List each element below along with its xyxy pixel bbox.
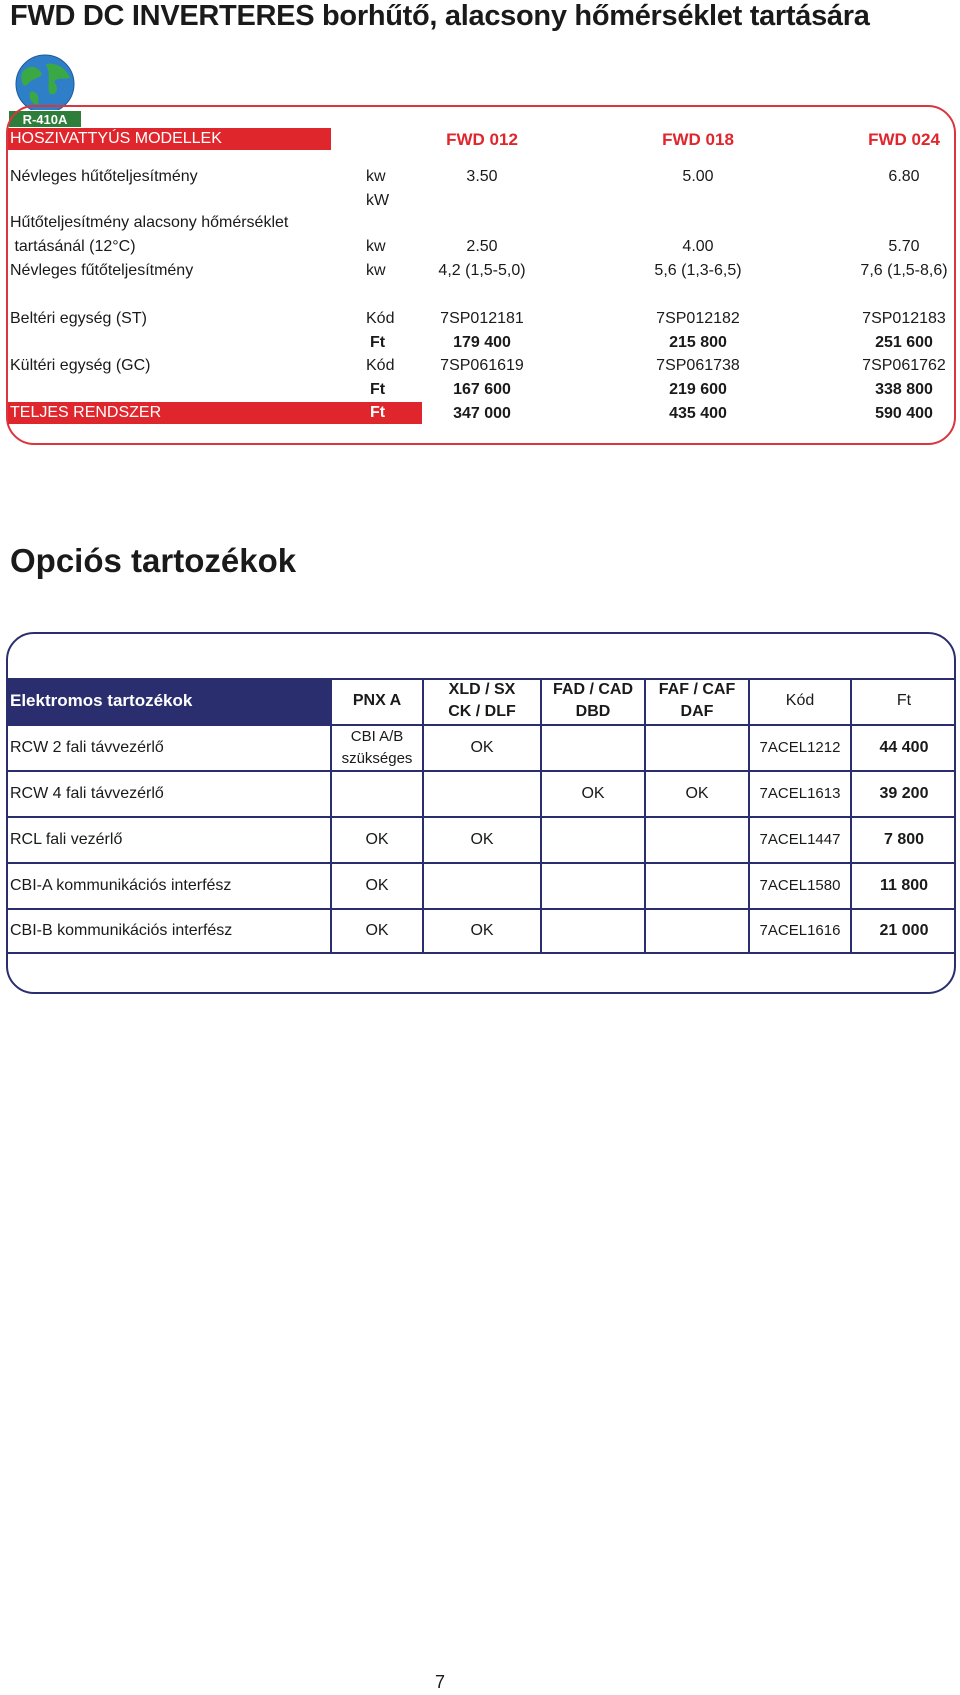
spec-row-label: Névleges hűtőteljesítmény	[10, 168, 198, 185]
spec-row-unit: kw	[366, 238, 386, 255]
model-header-1: FWD 012	[446, 130, 518, 149]
grid-line	[6, 816, 956, 818]
spec-row-unit: kw	[366, 168, 386, 185]
unit-code-label: Kód	[366, 310, 395, 327]
spec-row-value: 5.70	[888, 238, 920, 255]
accessory-name: RCL fali vezérlő	[10, 831, 123, 848]
spec-row-unit: kw	[366, 262, 386, 279]
unit-label: Beltéri egység (ST)	[10, 310, 147, 327]
unit-price: 338 800	[875, 381, 933, 398]
spec-row-value: 6.80	[888, 168, 920, 185]
unit-code: 7SP061762	[862, 357, 946, 374]
spec-row-label: Hűtőteljesítmény alacsony hőmérséklet	[10, 214, 289, 231]
unit-price-label: Ft	[370, 334, 386, 351]
spec-row-label: tartásánál (12°C)	[10, 238, 136, 255]
accessory-name: RCW 4 fali távvezérlő	[10, 785, 164, 802]
unit-code: 7SP012182	[656, 310, 740, 327]
model-header-2: FWD 018	[662, 130, 734, 149]
grid-line	[6, 862, 956, 864]
grid-line	[6, 908, 956, 910]
accessory-price: 39 200	[879, 785, 929, 802]
accessory-pnx: OK	[365, 922, 389, 939]
unit-price: 251 600	[875, 334, 933, 351]
accessory-code: 7ACEL1212	[759, 739, 841, 756]
accessory-code: 7ACEL1580	[759, 877, 841, 894]
grid-line	[6, 952, 956, 954]
accessories-heading: Opciós tartozékok	[10, 542, 297, 579]
spec-row-value: 4.00	[682, 238, 714, 255]
accessory-xld: OK	[470, 831, 494, 848]
unit-price: 179 400	[453, 334, 511, 351]
accessory-code: 7ACEL1447	[759, 831, 841, 848]
col-header-ck: CK / DLF	[448, 703, 516, 720]
spec-row-label: Névleges fűtőteljesítmény	[10, 262, 194, 279]
total-label: TELJES RENDSZER	[10, 404, 162, 421]
accessory-price: 7 800	[883, 831, 925, 848]
grid-line	[330, 678, 332, 954]
unit-price: 215 800	[669, 334, 727, 351]
spec-row-value: 2.50	[466, 238, 498, 255]
models-header-label: HOSZIVATTYÚS MODELLEK	[10, 130, 222, 147]
spec-row-value: 5.00	[682, 168, 714, 185]
unit-price: 167 600	[453, 381, 511, 398]
page-title: FWD DC INVERTERES borhűtő, alacsony hőmérséklet tartására	[10, 0, 870, 32]
accessory-xld: OK	[470, 739, 494, 756]
unit-price: 219 600	[669, 381, 727, 398]
unit-price-label: Ft	[370, 381, 386, 398]
page-number: 7	[434, 1672, 445, 1692]
grid-line	[850, 678, 852, 954]
col-header-pnx: PNX A	[352, 692, 402, 709]
unit-label: Kültéri egység (GC)	[10, 357, 151, 374]
col-header-dbd: DBD	[575, 703, 611, 720]
grid-line	[748, 678, 750, 954]
accessory-name: CBI-B kommunikációs interfész	[10, 922, 233, 939]
unit-code: 7SP061619	[440, 357, 524, 374]
unit-code: 7SP012183	[862, 310, 946, 327]
accessory-pnx: OK	[365, 877, 389, 894]
accessory-name: CBI-A kommunikációs interfész	[10, 877, 232, 894]
model-header-3: FWD 024	[868, 130, 940, 149]
accessory-price: 11 800	[879, 877, 929, 894]
total-price: 347 000	[453, 405, 511, 422]
spec-row-value: 7,6 (1,5-8,6)	[860, 262, 948, 279]
accessory-fad: OK	[581, 785, 605, 802]
total-unit: Ft	[370, 404, 386, 421]
accessory-faf: OK	[685, 785, 709, 802]
total-price: 435 400	[669, 405, 727, 422]
accessory-xld: OK	[470, 922, 494, 939]
total-price: 590 400	[875, 405, 933, 422]
col-header-price: Ft	[896, 692, 912, 709]
accessory-code: 7ACEL1616	[759, 922, 841, 939]
col-header-code: Kód	[785, 692, 815, 709]
accessory-price: 44 400	[879, 739, 929, 756]
unit-code: 7SP061738	[656, 357, 740, 374]
accessory-code: 7ACEL1613	[759, 785, 841, 802]
accessory-name: RCW 2 fali távvezérlő	[10, 739, 164, 756]
spec-row-value: 5,6 (1,3-6,5)	[654, 262, 742, 279]
accessory-pnx-note: szükséges	[341, 750, 413, 767]
spec-row-unit: kW	[366, 192, 390, 209]
col-header-faf: FAF / CAF	[658, 681, 736, 698]
grid-line	[6, 770, 956, 772]
col-header-daf: DAF	[680, 703, 714, 720]
accessory-pnx: CBI A/B	[350, 728, 404, 745]
col-header-xld: XLD / SX	[448, 681, 516, 698]
accessory-pnx: OK	[365, 831, 389, 848]
col-header-fad: FAD / CAD	[553, 681, 633, 698]
grid-line	[6, 724, 956, 726]
accessories-table	[6, 678, 956, 954]
unit-code-label: Kód	[366, 357, 395, 374]
accessory-price: 21 000	[879, 922, 929, 939]
spec-row-value: 3.50	[466, 168, 498, 185]
spec-row-value: 4,2 (1,5-5,0)	[438, 262, 526, 279]
col-header-accessories: Elektromos tartozékok	[10, 691, 193, 710]
logo-label: R-410A	[8, 110, 82, 128]
unit-code: 7SP012181	[440, 310, 524, 327]
